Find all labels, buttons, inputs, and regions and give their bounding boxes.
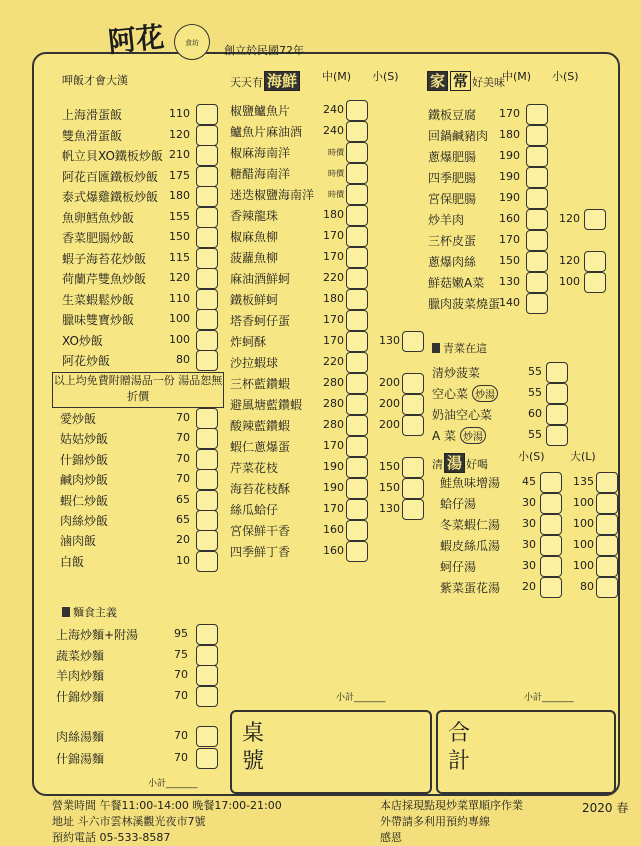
veg-item-label: 清炒菠菜 <box>432 366 481 380</box>
home-item-qty-box-m[interactable] <box>526 188 548 209</box>
soup-item-name: 鮭魚味增湯 <box>440 476 501 490</box>
seafood-item-price-m: 190 <box>323 460 344 473</box>
rice-item2-name: 什錦炒飯 <box>60 452 109 467</box>
seafood-item-name: 酸辣藍鑽蝦 <box>230 419 291 433</box>
home-section-title: 家 常 好美味 <box>426 70 505 91</box>
seafood-item-price-m: 170 <box>323 250 344 263</box>
rice-item-name: 臘味雙寶炒飯 <box>62 313 135 327</box>
seafood-item-qty-box-m[interactable] <box>346 436 368 457</box>
home-item-price-m: 160 <box>499 212 520 225</box>
home-item-price-m: 140 <box>499 296 520 309</box>
footer-left <box>52 798 282 846</box>
rice-item-name: 雙魚滑蛋飯 <box>62 128 123 143</box>
seafood-item-qty-box-s[interactable] <box>402 415 424 436</box>
seafood-item-name: 三杯藍鑽蝦 <box>230 377 291 391</box>
home-item-price-s: 120 <box>559 254 580 267</box>
home-item-name: 鮮菇嫩A菜 <box>428 276 485 290</box>
rice-item2-price: 70 <box>176 411 190 424</box>
founded-text: 創立於民國72年 <box>224 44 304 57</box>
seafood-item-price-s: 150 <box>379 481 400 494</box>
veg-item-name <box>432 406 492 423</box>
soup-item-name: 紫菜蛋花湯 <box>440 581 501 595</box>
seafood-item-qty-box-m[interactable] <box>346 121 368 142</box>
seafood-item-name: 海苔花枝酥 <box>230 482 291 496</box>
rice-item2-qty-box[interactable] <box>196 428 218 449</box>
rice-item-name: 帆立貝XO鐵板炒飯 <box>62 149 163 163</box>
seafood-item-qty-box-m[interactable] <box>346 478 368 499</box>
home-item-qty-box-m[interactable] <box>526 146 548 167</box>
seafood-item-name: 椒麻魚柳 <box>230 230 279 244</box>
veg-item-name <box>432 427 486 444</box>
seafood-item-qty-box-m[interactable] <box>346 184 368 205</box>
home-item-price-m: 130 <box>499 275 520 288</box>
seafood-item-name: 糖醋海南洋 <box>230 167 291 181</box>
seafood-item-name: 絲瓜蛤仔 <box>230 503 279 517</box>
rice-item2-price: 70 <box>176 472 190 486</box>
noodle-item-qty-box[interactable] <box>196 748 218 769</box>
rice-item2-name: 肉絲炒飯 <box>60 514 109 528</box>
seafood-item-name: 宮保鮮干香 <box>230 524 291 538</box>
seafood-item-qty-box-m[interactable] <box>346 394 368 415</box>
rice-item2-name: 愛炒飯 <box>60 412 97 426</box>
rice-item2-price: 70 <box>176 431 190 445</box>
seafood-item-price-m: 220 <box>323 355 344 368</box>
rice-item-price: 150 <box>169 230 190 243</box>
home-item-name: 宮保肥腸 <box>428 192 477 206</box>
rice-item2-qty-box[interactable] <box>196 449 218 470</box>
soup-item-price-s: 30 <box>522 517 536 530</box>
seafood-item-price-m: 170 <box>323 334 344 347</box>
rice-item2-price: 70 <box>176 451 190 465</box>
noodle-item-qty-box[interactable] <box>196 645 218 666</box>
seafood-item-qty-box-s[interactable] <box>402 478 424 499</box>
rice-item2-price: 20 <box>176 533 190 547</box>
order-note: 本店採現點現炒菜單順序作業 <box>380 799 523 812</box>
rice-item-price: 110 <box>169 107 190 120</box>
seafood-item-price-s: 130 <box>379 502 400 515</box>
home-item-name: 蔥爆肥腸 <box>428 150 477 164</box>
soup-item-qty-box-s[interactable] <box>540 514 562 535</box>
seafood-item-name: 椒麻海南洋 <box>230 146 291 160</box>
soup-item-price-l: 100 <box>573 496 594 509</box>
rice-item2-name: 蝦仁炒飯 <box>60 493 109 508</box>
home-item-price-m: 190 <box>499 191 520 204</box>
home-item-name: 炒羊肉 <box>428 213 465 227</box>
seafood-item-price-m: 時價 <box>328 169 344 178</box>
rice-item-name: 荷蘭芹雙魚炒飯 <box>62 272 147 286</box>
rice-item-qty-box[interactable] <box>196 289 218 310</box>
seafood-section-title: 天天有 海鮮 <box>230 70 301 91</box>
rice-item2-qty-box[interactable] <box>196 408 218 429</box>
table-number-box[interactable]: 桌號 <box>230 710 432 794</box>
home-item-price-m: 170 <box>499 233 520 246</box>
home-item-qty-box-s[interactable] <box>584 209 606 230</box>
rice-section-title: 呷飯才會大漢 <box>62 74 128 87</box>
veg-item-qty-box[interactable] <box>546 404 568 425</box>
veg-item-name <box>432 364 480 381</box>
noodle-item-name: 上海炒麵+附湯 <box>56 628 139 642</box>
home-item-price-s: 120 <box>559 212 580 225</box>
rice-item-price: 115 <box>169 250 190 264</box>
seafood-item-qty-box-s[interactable] <box>402 373 424 394</box>
rice-item-name: XO炒飯 <box>62 333 103 348</box>
soup-item-name: 蝦皮絲瓜湯 <box>440 539 501 553</box>
rice-item-qty-box[interactable] <box>196 145 218 166</box>
home-item-qty-box-s[interactable] <box>584 272 606 293</box>
noodle-item-price: 70 <box>174 729 188 742</box>
seafood-item-name: 麻油酒鮮蚵 <box>230 272 291 286</box>
soup-item-price-l: 100 <box>573 517 594 530</box>
seafood-item-price-m: 280 <box>323 418 344 431</box>
seafood-item-name: 塔香蚵仔蛋 <box>230 314 291 328</box>
home-item-price-s: 100 <box>559 275 580 288</box>
veg-section-title: 青菜在這 <box>432 340 487 356</box>
seafood-item-price-m: 170 <box>323 229 344 242</box>
soup-item-qty-box-l[interactable] <box>596 535 618 556</box>
total-box[interactable]: 合計 <box>436 710 616 794</box>
rice-item-price: 210 <box>169 148 190 161</box>
seafood-item-qty-box-s[interactable] <box>402 457 424 478</box>
seafood-item-name: 炸蚵酥 <box>230 335 267 349</box>
size-medium-header: 中(M) <box>322 70 352 83</box>
soup-item-qty-box-l[interactable] <box>596 556 618 577</box>
noodle-item-price: 70 <box>174 688 188 702</box>
menu-year: 2020 春 <box>582 801 629 815</box>
home-item-name: 蔥爆肉絲 <box>428 255 477 269</box>
veg-item-price: 55 <box>528 365 542 378</box>
veg-item-qty-box[interactable] <box>546 362 568 383</box>
rice-item-qty-box[interactable] <box>196 207 218 228</box>
rice-item-qty-box[interactable] <box>196 104 218 125</box>
rice-item-qty-box[interactable] <box>196 350 218 371</box>
seafood-item-qty-box-m[interactable] <box>346 268 368 289</box>
soup-item-name: 蛤仔湯 <box>440 497 477 511</box>
soup-item-qty-box-s[interactable] <box>540 535 562 556</box>
noodle-section-title: 麵食主義 <box>62 604 117 620</box>
seafood-subtotal: 小計_______ <box>336 693 386 703</box>
rice-item2-price: 65 <box>176 513 190 526</box>
rice-item2-name: 鹹肉炒飯 <box>60 473 109 488</box>
seafood-item-price-m: 160 <box>323 523 344 536</box>
seafood-item-price-m: 時價 <box>328 190 344 199</box>
rice-item-price: 175 <box>169 168 190 182</box>
soup-item-price-s: 30 <box>522 496 536 509</box>
seafood-item-price-m: 170 <box>323 502 344 515</box>
seafood-item-qty-box-m[interactable] <box>346 415 368 436</box>
seafood-item-qty-box-m[interactable] <box>346 310 368 331</box>
rice-item-name: 香菜肥腸炒飯 <box>62 231 135 245</box>
rice-item-name: 生菜蝦鬆炒飯 <box>62 292 135 307</box>
seafood-item-qty-box-s[interactable] <box>402 331 424 352</box>
rice-item-qty-box[interactable] <box>196 248 218 269</box>
seafood-item-price-m: 220 <box>323 271 344 284</box>
noodle-item-qty-box[interactable] <box>196 624 218 645</box>
home-size-small-header: 小(S) <box>552 70 579 83</box>
rice-item-price: 180 <box>169 189 190 202</box>
home-item-qty-box-m[interactable] <box>526 104 548 125</box>
veg-item-label: A 菜 <box>432 429 457 443</box>
rice-item-price: 100 <box>169 312 190 325</box>
stir-fry-or-soup-tag: 炒湯 <box>460 427 486 444</box>
size-small-header: 小(S) <box>372 70 399 83</box>
seafood-item-qty-box-m[interactable] <box>346 100 368 121</box>
home-subtotal: 小計_______ <box>524 693 574 703</box>
seafood-item-name: 芹菜花枝 <box>230 461 279 475</box>
seafood-item-qty-box-m[interactable] <box>346 331 368 352</box>
rice-item2-qty-box[interactable] <box>196 510 218 531</box>
seafood-item-price-s: 200 <box>379 397 400 410</box>
veg-item-name <box>432 385 498 402</box>
noodle-item-qty-box[interactable] <box>196 686 218 707</box>
noodle-item-qty-box[interactable] <box>196 726 218 747</box>
rice-item-price: 100 <box>169 332 190 346</box>
seafood-item-price-s: 200 <box>379 418 400 431</box>
noodle-item-name: 蔬菜炒麵 <box>56 648 105 663</box>
home-item-qty-box-m[interactable] <box>526 293 548 314</box>
soup-item-price-l: 135 <box>573 475 594 488</box>
rice-item-price: 110 <box>169 291 190 305</box>
seafood-item-name: 菠蘿魚柳 <box>230 251 279 265</box>
seafood-item-price-m: 180 <box>323 292 344 305</box>
business-hours: 營業時間 午餐11:00-14:00 晚餐17:00-21:00 <box>52 799 282 812</box>
restaurant-logo: 阿花 <box>106 20 166 59</box>
home-item-name: 三杯皮蛋 <box>428 234 477 248</box>
rice-item2-name: 姑姑炒飯 <box>60 432 109 447</box>
rice-item-qty-box[interactable] <box>196 227 218 248</box>
home-item-price-m: 170 <box>499 107 520 120</box>
rice-item-name: 泰式爆雞鐵板炒飯 <box>62 190 159 204</box>
rice-item-price: 80 <box>176 353 190 366</box>
noodle-item-price: 75 <box>174 647 188 661</box>
rice-item-qty-box[interactable] <box>196 166 218 187</box>
seafood-item-qty-box-s[interactable] <box>402 394 424 415</box>
seafood-item-qty-box-m[interactable] <box>346 142 368 163</box>
seafood-item-price-m: 170 <box>323 439 344 452</box>
seafood-item-qty-box-m[interactable] <box>346 226 368 247</box>
home-item-name: 回鍋鹹豬肉 <box>428 129 489 143</box>
rice-item-qty-box[interactable] <box>196 309 218 330</box>
rice-item2-name: 滷肉飯 <box>60 534 97 549</box>
seafood-item-price-s: 130 <box>379 334 400 347</box>
noodle-item-name: 什錦湯麵 <box>56 752 105 766</box>
reservation-phone: 預約電話 05-533-8587 <box>52 831 171 844</box>
rice-item2-qty-box[interactable] <box>196 530 218 551</box>
seafood-item-price-m: 240 <box>323 124 344 137</box>
seafood-item-qty-box-m[interactable] <box>346 541 368 562</box>
seafood-item-price-s: 200 <box>379 376 400 389</box>
seafood-item-price-s: 150 <box>379 460 400 473</box>
seafood-item-name: 四季鮮丁香 <box>230 545 291 559</box>
rice-item2-price: 65 <box>176 492 190 506</box>
seafood-item-qty-box-m[interactable] <box>346 163 368 184</box>
soup-item-qty-box-s[interactable] <box>540 493 562 514</box>
home-item-price-m: 180 <box>499 128 520 141</box>
soup-item-price-l: 80 <box>580 580 594 593</box>
rice-item2-qty-box[interactable] <box>196 551 218 572</box>
rice-soup-note: 以上均免費附贈湯品一份 湯品恕無折價 <box>52 372 224 408</box>
home-item-qty-box-m[interactable] <box>526 125 548 146</box>
soup-item-name: 冬菜蝦仁湯 <box>440 518 501 532</box>
soup-item-qty-box-s[interactable] <box>540 577 562 598</box>
rice-item-qty-box[interactable] <box>196 268 218 289</box>
rice-item2-price: 10 <box>176 553 190 567</box>
rice-item2-qty-box[interactable] <box>196 469 218 490</box>
veg-item-price: 55 <box>528 428 542 441</box>
veg-item-price: 55 <box>528 386 542 399</box>
soup-item-qty-box-l[interactable] <box>596 472 618 493</box>
rice-item-name: 蝦子海苔花炒飯 <box>62 251 147 266</box>
noodle-item-name: 肉絲湯麵 <box>56 730 105 744</box>
soup-item-qty-box-s[interactable] <box>540 556 562 577</box>
address: 地址 斗六市雲林溪觀光夜市7號 <box>52 815 206 828</box>
noodle-item-price: 70 <box>174 668 188 681</box>
soup-item-price-s: 30 <box>522 559 536 572</box>
home-item-qty-box-m[interactable] <box>526 167 548 188</box>
seafood-item-name: 沙拉蝦球 <box>230 356 279 370</box>
seafood-item-qty-box-m[interactable] <box>346 373 368 394</box>
veg-item-qty-box[interactable] <box>546 425 568 446</box>
seafood-item-qty-box-m[interactable] <box>346 289 368 310</box>
stir-fry-or-soup-tag: 炒湯 <box>472 385 498 402</box>
rice-item2-qty-box[interactable] <box>196 490 218 511</box>
rice-item-price: 155 <box>169 209 190 223</box>
home-item-price-m: 190 <box>499 149 520 162</box>
rice-item-price: 120 <box>169 271 190 284</box>
home-item-name: 四季肥腸 <box>428 171 477 185</box>
home-item-price-m: 190 <box>499 170 520 183</box>
seafood-item-name: 鐵板鮮蚵 <box>230 293 279 307</box>
rice-item-name: 阿花百匯鐵板炒飯 <box>62 169 159 184</box>
home-item-qty-box-m[interactable] <box>526 272 548 293</box>
seafood-item-qty-box-m[interactable] <box>346 247 368 268</box>
noodle-subtotal: 小計_______ <box>148 779 198 789</box>
seafood-item-name: 鱸魚片麻油酒 <box>230 125 303 139</box>
seafood-item-name: 椒鹽鱸魚片 <box>230 104 291 118</box>
seafood-item-qty-box-m[interactable] <box>346 205 368 226</box>
soup-large-header: 大(L) <box>570 450 596 463</box>
seafood-item-price-m: 160 <box>323 544 344 557</box>
seafood-item-price-m: 190 <box>323 481 344 494</box>
seafood-item-qty-box-m[interactable] <box>346 499 368 520</box>
noodle-item-price: 70 <box>174 751 188 764</box>
soup-item-qty-box-s[interactable] <box>540 472 562 493</box>
seafood-item-qty-box-m[interactable] <box>346 457 368 478</box>
soup-item-price-l: 100 <box>573 559 594 572</box>
soup-item-price-l: 100 <box>573 538 594 551</box>
soup-small-header: 小(S) <box>518 450 545 463</box>
noodle-item-qty-box[interactable] <box>196 665 218 686</box>
seafood-item-name: 避風塘藍鑽蝦 <box>230 398 303 412</box>
seafood-item-price-m: 280 <box>323 376 344 389</box>
noodle-item-name: 羊肉炒麵 <box>56 669 105 683</box>
home-item-name: 鐵板豆腐 <box>428 108 477 122</box>
home-item-price-m: 150 <box>499 254 520 267</box>
seafood-item-name: 迷迭椒鹽海南洋 <box>230 188 315 202</box>
home-item-qty-box-m[interactable] <box>526 251 548 272</box>
veg-item-label: 空心菜 <box>432 387 469 401</box>
home-item-qty-box-s[interactable] <box>584 251 606 272</box>
seafood-item-price-m: 170 <box>323 313 344 326</box>
seafood-item-qty-box-s[interactable] <box>402 499 424 520</box>
rice-item2-name: 白飯 <box>60 554 85 569</box>
seafood-item-qty-box-m[interactable] <box>346 520 368 541</box>
rice-item-price: 120 <box>169 127 190 141</box>
soup-item-name: 蚵仔湯 <box>440 560 477 574</box>
veg-item-price: 60 <box>528 407 542 420</box>
home-item-qty-box-m[interactable] <box>526 209 548 230</box>
soup-item-qty-box-l[interactable] <box>596 493 618 514</box>
seafood-item-price-m: 240 <box>323 103 344 116</box>
soup-section-title: 清 湯 好喝 <box>432 454 489 472</box>
seafood-item-price-m: 180 <box>323 208 344 221</box>
thanks-note: 感恩 <box>380 831 402 844</box>
logo-badge: 食坊 <box>174 24 210 60</box>
footer-right <box>380 798 523 846</box>
rice-item-name: 阿花炒飯 <box>62 354 111 368</box>
veg-item-label: 奶油空心菜 <box>432 408 493 422</box>
takeout-note: 外帶請多利用預約專線 <box>380 815 490 828</box>
seafood-item-name: 香辣龍珠 <box>230 209 279 223</box>
soup-item-price-s: 45 <box>522 475 536 488</box>
rice-item-name: 魚卵鱈魚炒飯 <box>62 210 135 225</box>
soup-item-qty-box-l[interactable] <box>596 514 618 535</box>
seafood-item-price-m: 280 <box>323 397 344 410</box>
soup-item-qty-box-l[interactable] <box>596 577 618 598</box>
rice-item-qty-box[interactable] <box>196 330 218 351</box>
rice-item-qty-box[interactable] <box>196 186 218 207</box>
home-item-name: 臘肉菠菜燒蛋 <box>428 297 501 311</box>
rice-item-qty-box[interactable] <box>196 125 218 146</box>
noodle-item-price: 95 <box>174 627 188 640</box>
noodle-item-name: 什錦炒麵 <box>56 689 105 704</box>
home-item-qty-box-m[interactable] <box>526 230 548 251</box>
soup-item-price-s: 30 <box>522 538 536 551</box>
rice-item-name: 上海滑蛋飯 <box>62 108 123 122</box>
seafood-item-name: 蝦仁蔥爆蛋 <box>230 440 291 454</box>
seafood-item-price-m: 時價 <box>328 148 344 157</box>
veg-item-qty-box[interactable] <box>546 383 568 404</box>
soup-item-price-s: 20 <box>522 580 536 593</box>
home-size-medium-header: 中(M) <box>502 70 532 83</box>
seafood-item-qty-box-m[interactable] <box>346 352 368 373</box>
